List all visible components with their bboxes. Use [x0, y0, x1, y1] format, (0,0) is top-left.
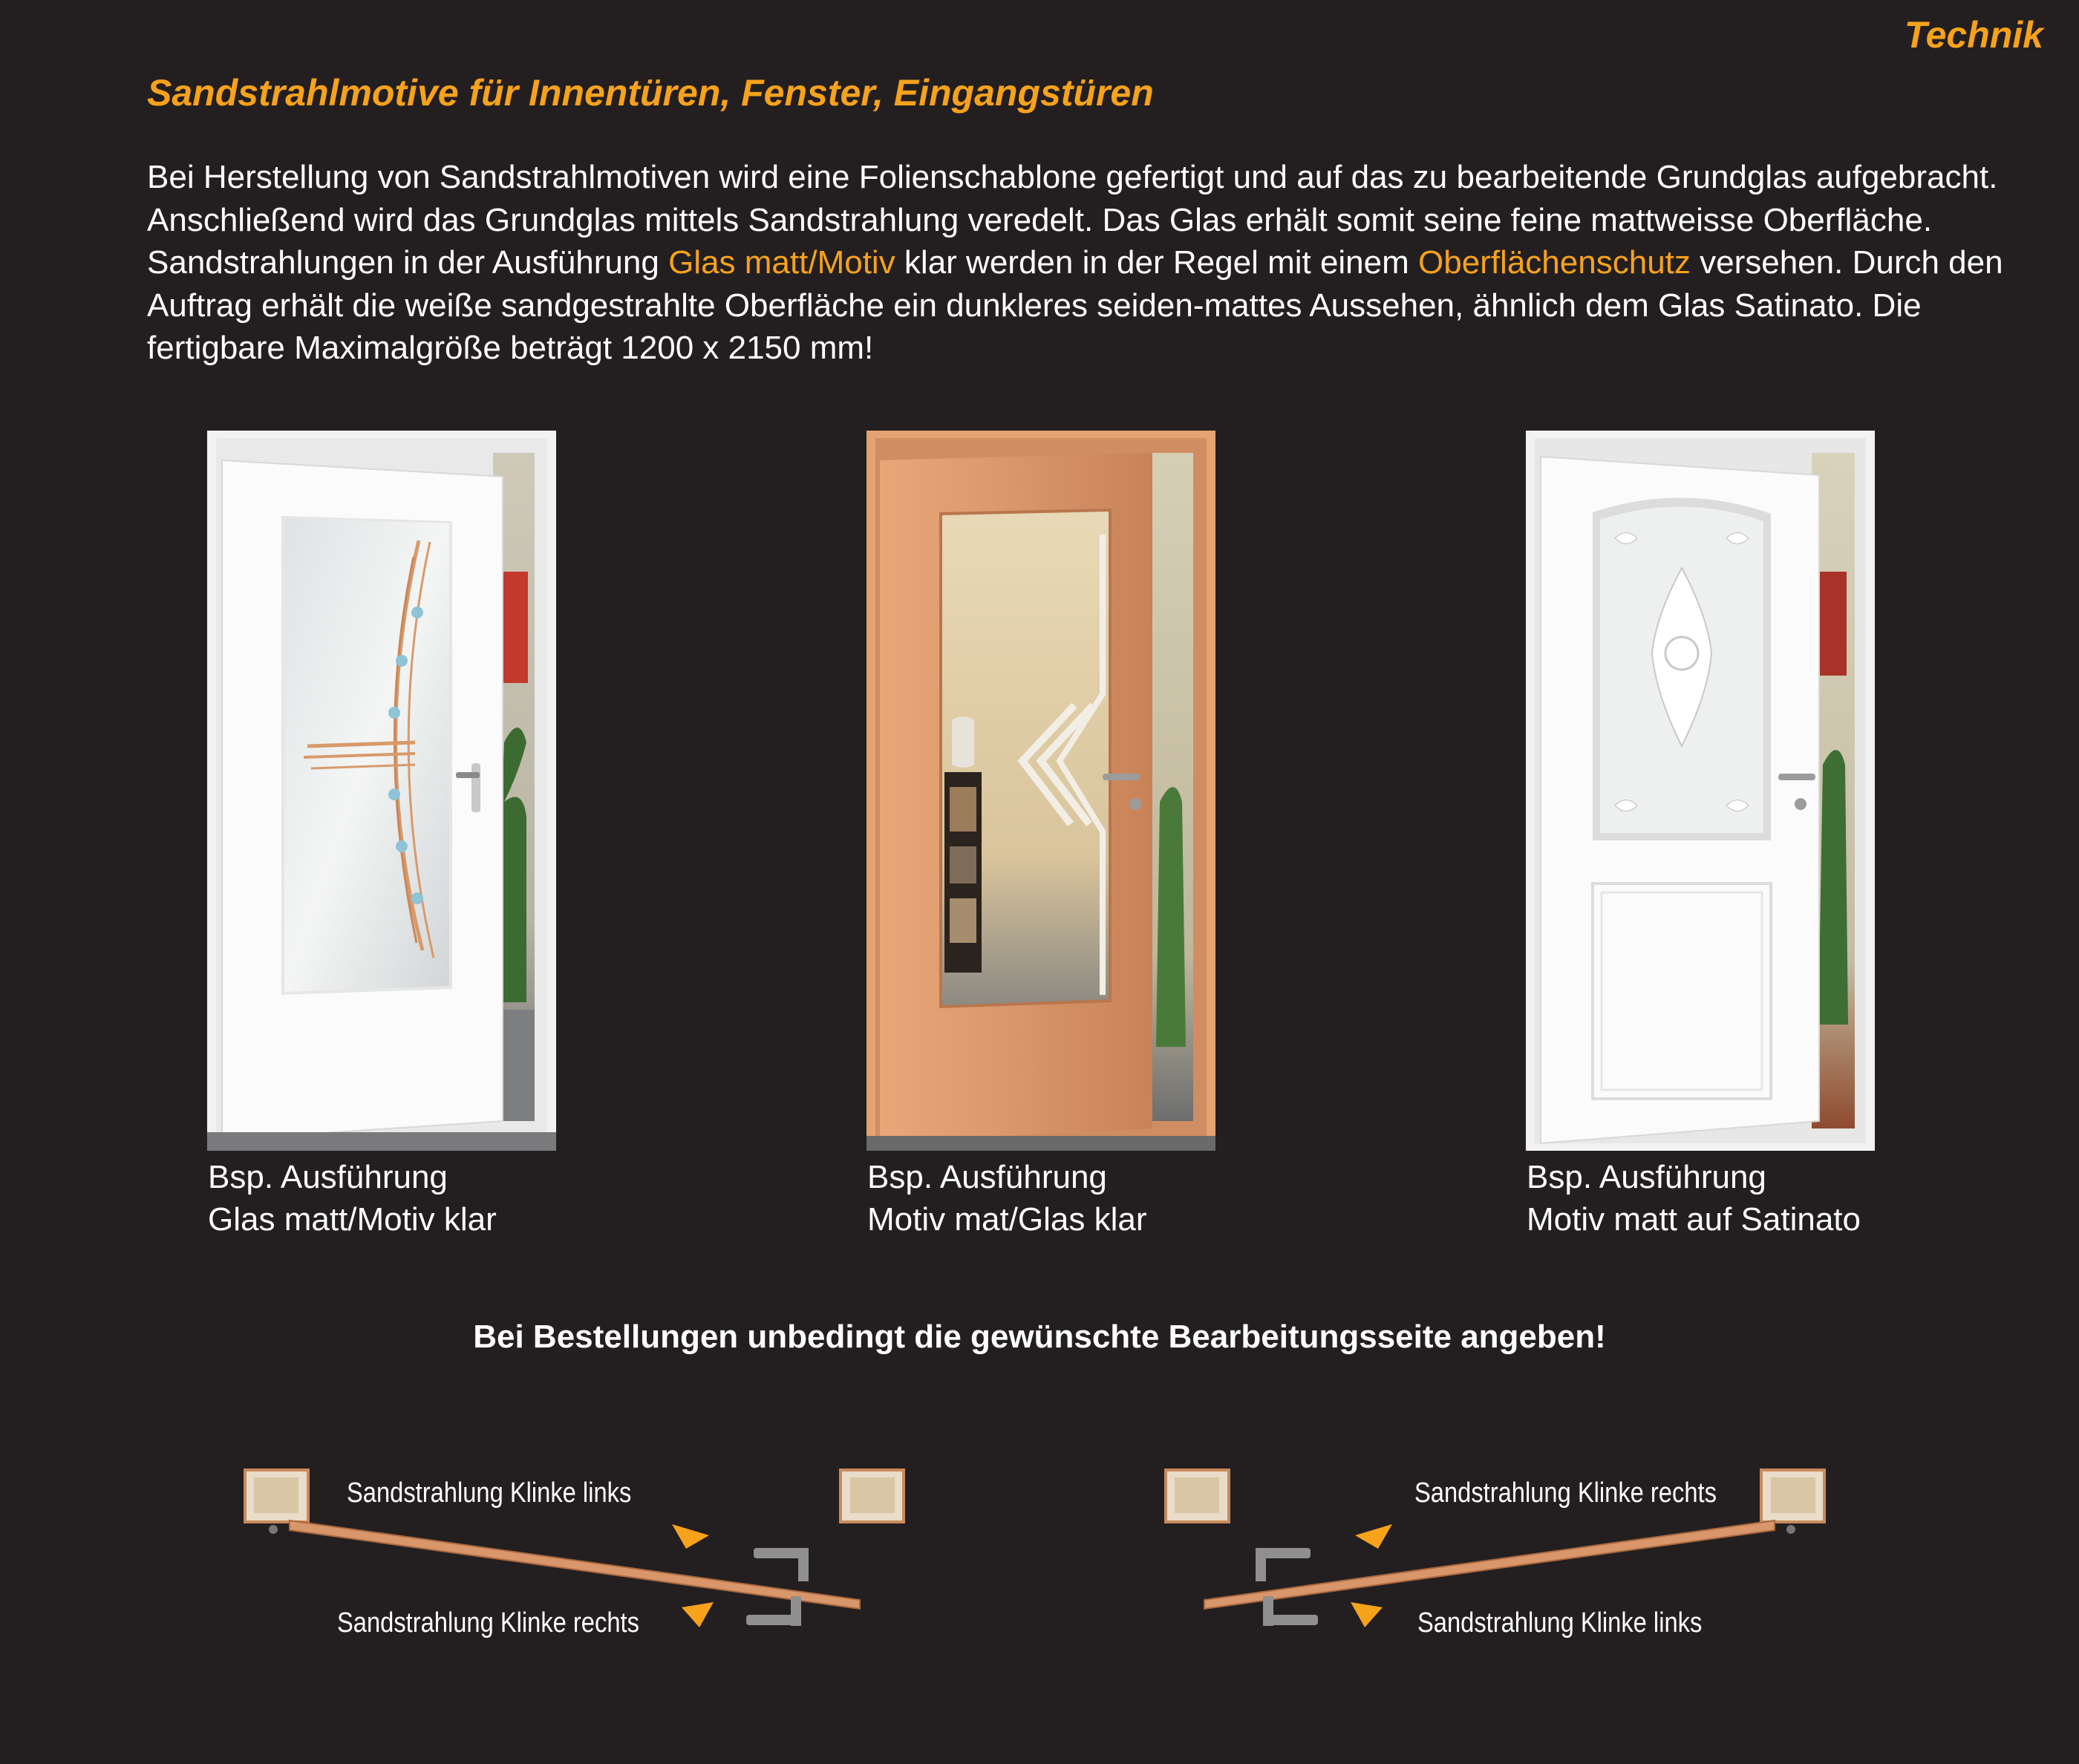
diagram-klinke-links — [238, 1455, 906, 1648]
example-caption-title: Bsp. Ausführung — [867, 1159, 1107, 1195]
highlight-oberflaechenschutz: Oberflächenschutz — [1418, 244, 1691, 281]
example-caption-title: Bsp. Ausführung — [1527, 1159, 1766, 1195]
section-tag: Technik — [1904, 14, 2043, 56]
example-caption-type: Glas matt/Motiv klar — [208, 1201, 497, 1238]
frame-block-icon — [1166, 1470, 1229, 1522]
arrow-icon — [1351, 1602, 1383, 1627]
arrow-icon — [672, 1524, 709, 1549]
example-caption-type: Motiv matt auf Satinato — [1527, 1201, 1861, 1238]
arrow-icon — [1355, 1524, 1392, 1549]
frame-block-icon — [245, 1470, 308, 1522]
highlight-glas-matt-motiv: Glas matt/Motiv — [668, 244, 895, 281]
frame-block-icon — [841, 1470, 904, 1522]
label-sandstrahlung-klinke-links: Sandstrahlung Klinke links — [347, 1477, 632, 1509]
label-sandstrahlung-klinke-rechts: Sandstrahlung Klinke rechts — [337, 1607, 639, 1639]
label-sandstrahlung-klinke-rechts: Sandstrahlung Klinke rechts — [1414, 1477, 1717, 1509]
diagram-klinke-rechts — [1158, 1455, 1827, 1648]
door-image-motiv-matt-auf-satinato — [1526, 431, 1875, 1151]
example-caption-3 — [1527, 1156, 1861, 1241]
door-image-glas-matt-motiv-klar — [207, 431, 556, 1151]
intro-paragraph: Bei Herstellung von Sandstrahlmotiven wird eine Folienschablone gefertigt und auf das zu bearbeitende Grundglas aufgebracht. Anschließend wird das Grundglas mittels Sandstrahlung veredelt. Das Glas erhält somit seine feine mattweisse Oberfläche. Sandstrahlungen in der Ausführung Glas matt/Motiv klar werden in der Regel mit einem Oberflächenschutz versehen. Durch den Auftrag erhält die weiße sandgestrahlte Oberfläche ein dunkleres seiden-mattes Aussehen, ähnlich dem Glas Satinato. Die fertigbare Maximalgröße beträgt 1200 x 2150 mm! — [147, 159, 2003, 366]
arrow-icon — [682, 1602, 714, 1627]
label-sandstrahlung-klinke-links: Sandstrahlung Klinke links — [1417, 1607, 1703, 1639]
example-caption-2 — [867, 1156, 1147, 1241]
page-title: Sandstrahlmotive für Innentüren, Fenster, Eingangstüren — [147, 72, 1154, 114]
example-caption-1 — [208, 1156, 497, 1241]
door-image-motiv-mat-glas-klar — [866, 431, 1215, 1151]
frame-block-icon — [1761, 1470, 1824, 1522]
example-caption-type: Motiv mat/Glas klar — [867, 1201, 1147, 1238]
example-caption-title: Bsp. Ausführung — [208, 1159, 448, 1195]
order-notice: Bei Bestellungen unbedingt die gewünschte Bearbeitungsseite angeben! — [473, 1319, 1606, 1355]
